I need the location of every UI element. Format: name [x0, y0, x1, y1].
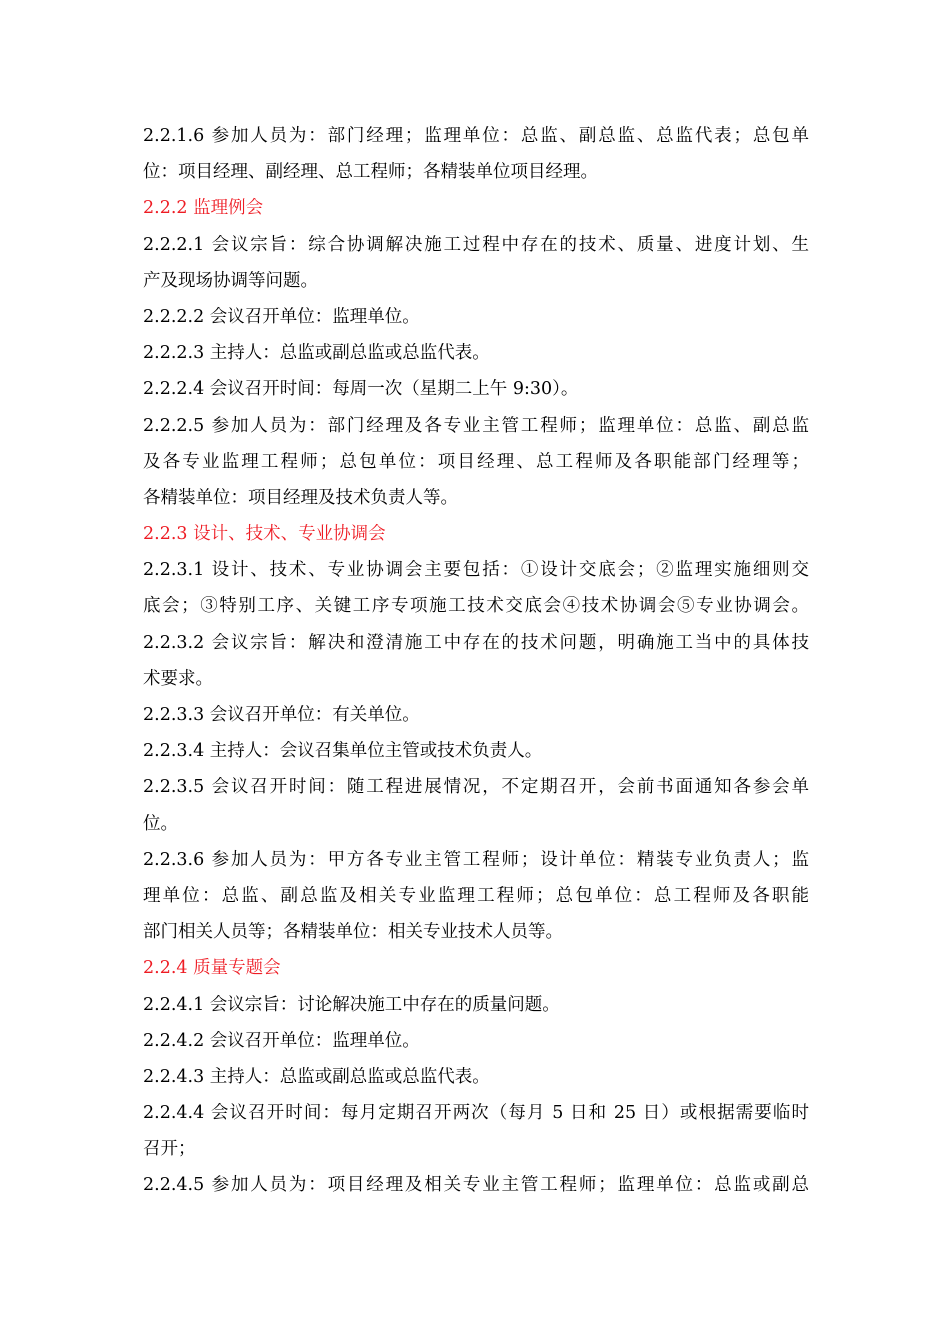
paragraph-line: 及各专业监理工程师；总包单位：项目经理、总工程师及各职能部门经理等；: [143, 451, 809, 472]
paragraph-line: 2.2.3.6 参加人员为：甲方各专业主管工程师；设计单位：精装专业负责人；监: [143, 849, 809, 870]
paragraph-line: 2.2.3.2 会议宗旨：解决和澄清施工中存在的技术问题，明确施工当中的具体技: [143, 632, 809, 653]
paragraph-line: 2.2.4.2 会议召开单位：监理单位。: [143, 1030, 420, 1051]
paragraph-line: 2.2.4.4 会议召开时间：每月定期召开两次（每月 5 日和 25 日）或根据需要临时: [143, 1103, 809, 1124]
paragraph-line: 2.2.1.6 参加人员为：部门经理；监理单位：总监、副总监、总监代表；总包单: [143, 126, 809, 146]
paragraph-line: 底会；③特别工序、关键工序专项施工技术交底会④技术协调会⑤专业协调会。: [143, 596, 809, 617]
paragraph-line: 位：项目经理、副经理、总工程师；各精装单位项目经理。: [143, 162, 598, 183]
paragraph-line: 2.2.3.5 会议召开时间：随工程进展情况，不定期召开，会前书面通知各参会单: [143, 777, 809, 798]
paragraph-line: 2.2.3.1 设计、技术、专业协调会主要包括：①设计交底会；②监理实施细则交: [143, 560, 809, 581]
paragraph-line: 产及现场协调等问题。: [143, 270, 318, 291]
paragraph-line: 2.2.4.3 主持人：总监或副总监或总监代表。: [143, 1066, 490, 1087]
paragraph-line: 部门相关人员等；各精装单位：相关专业技术人员等。: [143, 922, 563, 943]
paragraph-line: 2.2.3.4 主持人：会议召集单位主管或技术负责人。: [143, 741, 543, 762]
paragraph-line: 2.2.2.1 会议宗旨：综合协调解决施工过程中存在的技术、质量、进度计划、生: [143, 234, 809, 255]
document-page: [143, 118, 809, 1204]
paragraph-line: 召开；: [143, 1139, 196, 1160]
section-heading: 2.2.2 监理例会: [143, 198, 264, 219]
section-heading: 2.2.3 设计、技术、专业协调会: [143, 524, 386, 545]
paragraph-line: 2.2.3.3 会议召开单位：有关单位。: [143, 705, 420, 725]
section-heading: 2.2.4 质量专题会: [143, 958, 281, 979]
paragraph-line: 2.2.4.1 会议宗旨：讨论解决施工中存在的质量问题。: [143, 994, 560, 1015]
paragraph-line: 各精装单位：项目经理及技术负责人等。: [143, 487, 458, 508]
paragraph-line: 2.2.4.5 参加人员为：项目经理及相关专业主管工程师；监理单位：总监或副总: [143, 1175, 809, 1196]
paragraph-line: 2.2.2.3 主持人：总监或副总监或总监代表。: [143, 343, 490, 364]
paragraph-line: 2.2.2.5 参加人员为：部门经理及各专业主管工程师；监理单位：总监、副总监: [143, 415, 809, 436]
paragraph-line: 位。: [143, 813, 178, 834]
paragraph-line: 术要求。: [143, 668, 213, 689]
paragraph-line: 2.2.2.2 会议召开单位：监理单位。: [143, 306, 420, 327]
paragraph-line: 理单位：总监、副总监及相关专业监理工程师；总包单位：总工程师及各职能: [143, 885, 809, 906]
paragraph-line: 2.2.2.4 会议召开时间：每周一次（星期二上午 9:30）。: [143, 379, 579, 400]
